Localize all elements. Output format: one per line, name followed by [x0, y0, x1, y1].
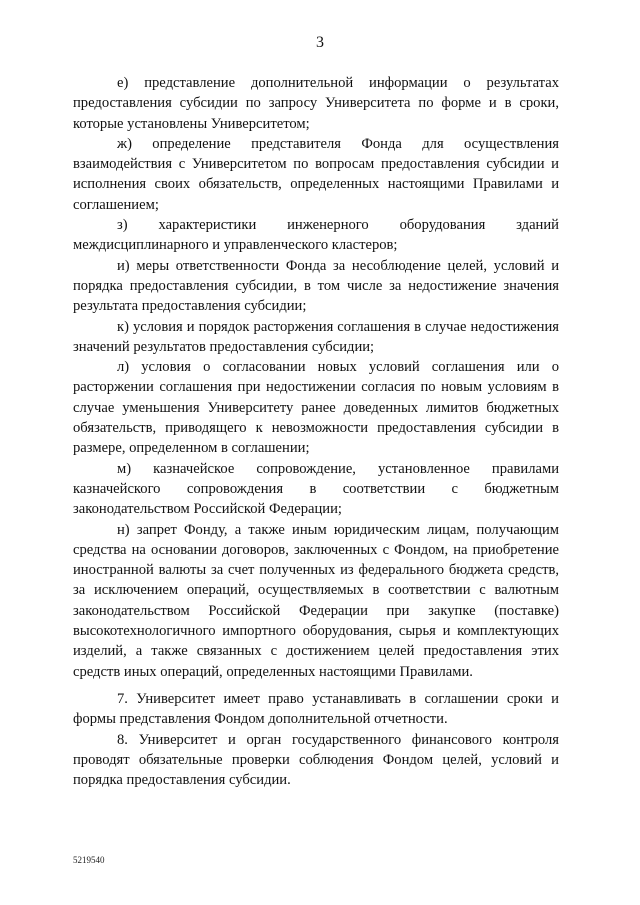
- paragraph-e: е) представление дополнительной информации о результатах предоставления субсидии по запросу Университета по форме и в сроки, которые установлены Университетом;: [73, 75, 559, 132]
- paragraph-n: н) запрет Фонду, а также иным юридическим лицам, получающим средства на основании договоров, заключенных с Фондом, на приобретение иностранной валюты за счет полученных из федерального бюджета средств, за исключением операций, осуществляемых в соответствии с валютным законодательством Российской Федерации при закупке (поставке) высокотехнологичного импортного оборудования, сырья и комплектующих изделий, а также связанных с достижением целей предоставления этих средств иных операций, определенных настоящими Правилами.: [73, 521, 559, 680]
- paragraph-l: л) условия о согласовании новых условий соглашения или о расторжении соглашения при недостижении согласия по новым условиям в случае уменьшения Университету ранее доведенных лимитов бюджетных обязательств, приводящего к невозможности предоставления субсидии в размере, определенном в соглашении;: [73, 359, 559, 457]
- paragraph-7: 7. Университет имеет право устанавливать в соглашении сроки и формы представления Фондом дополнительной отчетности.: [73, 690, 559, 728]
- paragraph-z: з) характеристики инженерного оборудования зданий междисциплинарного и управленческого кластеров;: [73, 217, 559, 254]
- page-number: 3: [316, 34, 324, 51]
- document-body: [73, 73, 559, 790]
- paragraph-8: 8. Университет и орган государственного финансового контроля проводят обязательные проверки соблюдения Фондом целей, условий и порядка предоставления субсидии.: [73, 731, 559, 789]
- paragraph-k: к) условия и порядок расторжения соглашения в случае недостижения значений результатов предоставления субсидии;: [73, 318, 559, 355]
- footer-document-code: 5219540: [73, 855, 105, 865]
- paragraph-m: м) казначейское сопровождение, установленное правилами казначейского сопровождения в соответствии с бюджетным законодательством Российской Федерации;: [73, 460, 559, 518]
- paragraph-zh: ж) определение представителя Фонда для осуществления взаимодействия с Университетом по вопросам предоставления субсидии и исполнения своих обязательств, определенных настоящими Правилами и соглашением;: [73, 135, 559, 213]
- paragraph-i: и) меры ответственности Фонда за несоблюдение целей, условий и порядка предоставления субсидии, в том числе за недостижение значения результата предоставления субсидии;: [73, 257, 559, 315]
